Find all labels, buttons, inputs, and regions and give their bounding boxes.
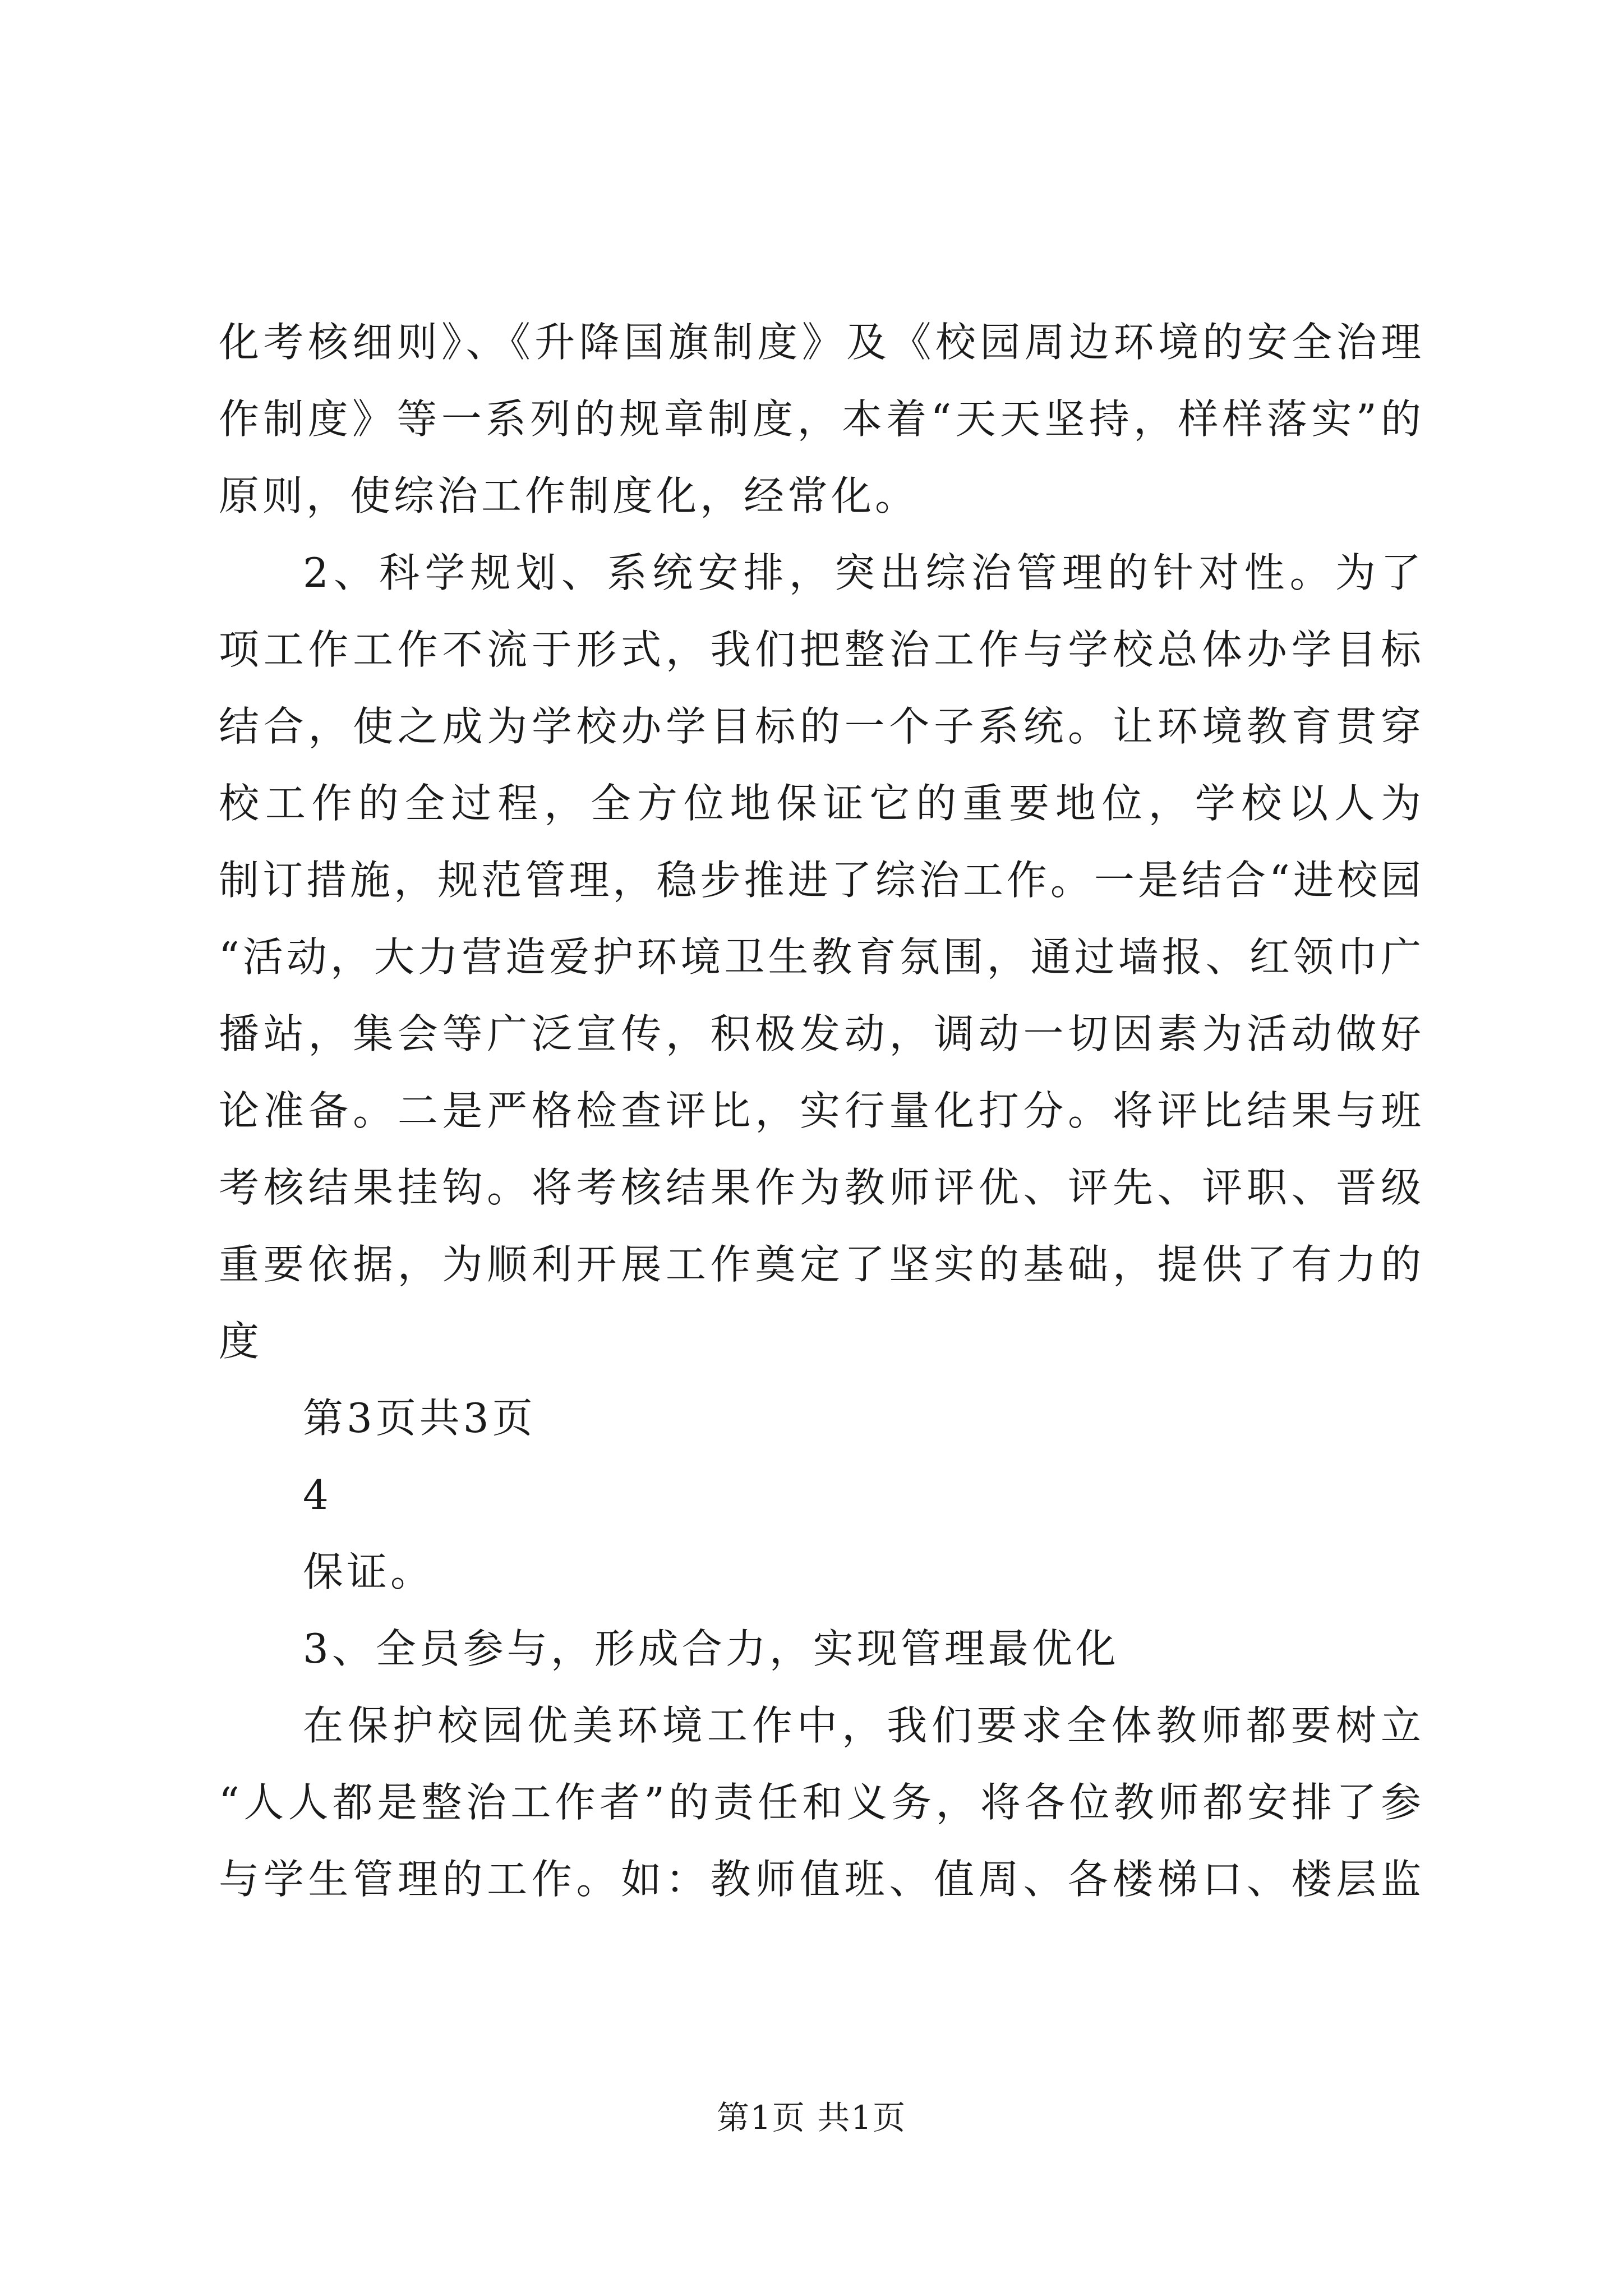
- body-line-6: 结合，使之成为学校办学目标的一个子系统。让环境教育贯穿: [219, 703, 1424, 750]
- body-line-13: 重要依据，为顺利开展工作奠定了坚实的基础，提供了有力的: [219, 1241, 1424, 1288]
- body-line-17: 保证。: [303, 1548, 435, 1595]
- body-line-7: 校工作的全过程，全方位地保证它的重要地位，学校以人为: [219, 780, 1424, 827]
- body-line-4: 2、科学规划、系统安排，突出综治管理的针对性。为了: [303, 549, 1424, 596]
- body-line-8: 制订措施，规范管理，稳步推进了综治工作。一是结合“进校园: [219, 857, 1424, 904]
- body-line-9: “活动，大力营造爱护环境卫生教育氛围，通过墙报、红领巾广: [219, 933, 1424, 981]
- body-line-19: 在保护校园优美环境工作中，我们要求全体教师都要树立: [303, 1702, 1424, 1749]
- inline-page-marker: 第3页共3页: [303, 1395, 536, 1442]
- body-line-1: 化考核细则》、《升降国旗制度》及《校园周边环境的安全治理: [219, 319, 1424, 366]
- body-line-2: 作制度》等一系列的规章制度，本着“天天坚持，样样落实”的: [219, 395, 1424, 443]
- body-line-14: 度: [219, 1318, 263, 1365]
- body-line-10: 播站，集会等广泛宣传，积极发动，调动一切因素为活动做好: [219, 1010, 1424, 1057]
- body-line-20: “人人都是整治工作者”的责任和义务，将各位教师都安排了参: [219, 1779, 1424, 1826]
- body-line-11: 论准备。二是严格检查评比，实行量化打分。将评比结果与班: [219, 1087, 1424, 1134]
- section-heading-3: 3、全员参与，形成合力，实现管理最优化: [303, 1625, 1119, 1672]
- body-line-12: 考核结果挂钩。将考核结果作为教师评优、评先、评职、晋级: [219, 1164, 1424, 1211]
- page-footer: 第1页 共1页: [716, 2099, 907, 2137]
- body-line-21: 与学生管理的工作。如：教师值班、值周、各楼梯口、楼层监: [219, 1856, 1424, 1903]
- inline-page-number: 4: [303, 1471, 332, 1519]
- body-line-5: 项工作工作不流于形式，我们把整治工作与学校总体办学目标: [219, 626, 1424, 673]
- body-line-3: 原则，使综治工作制度化，经常化。: [219, 472, 919, 519]
